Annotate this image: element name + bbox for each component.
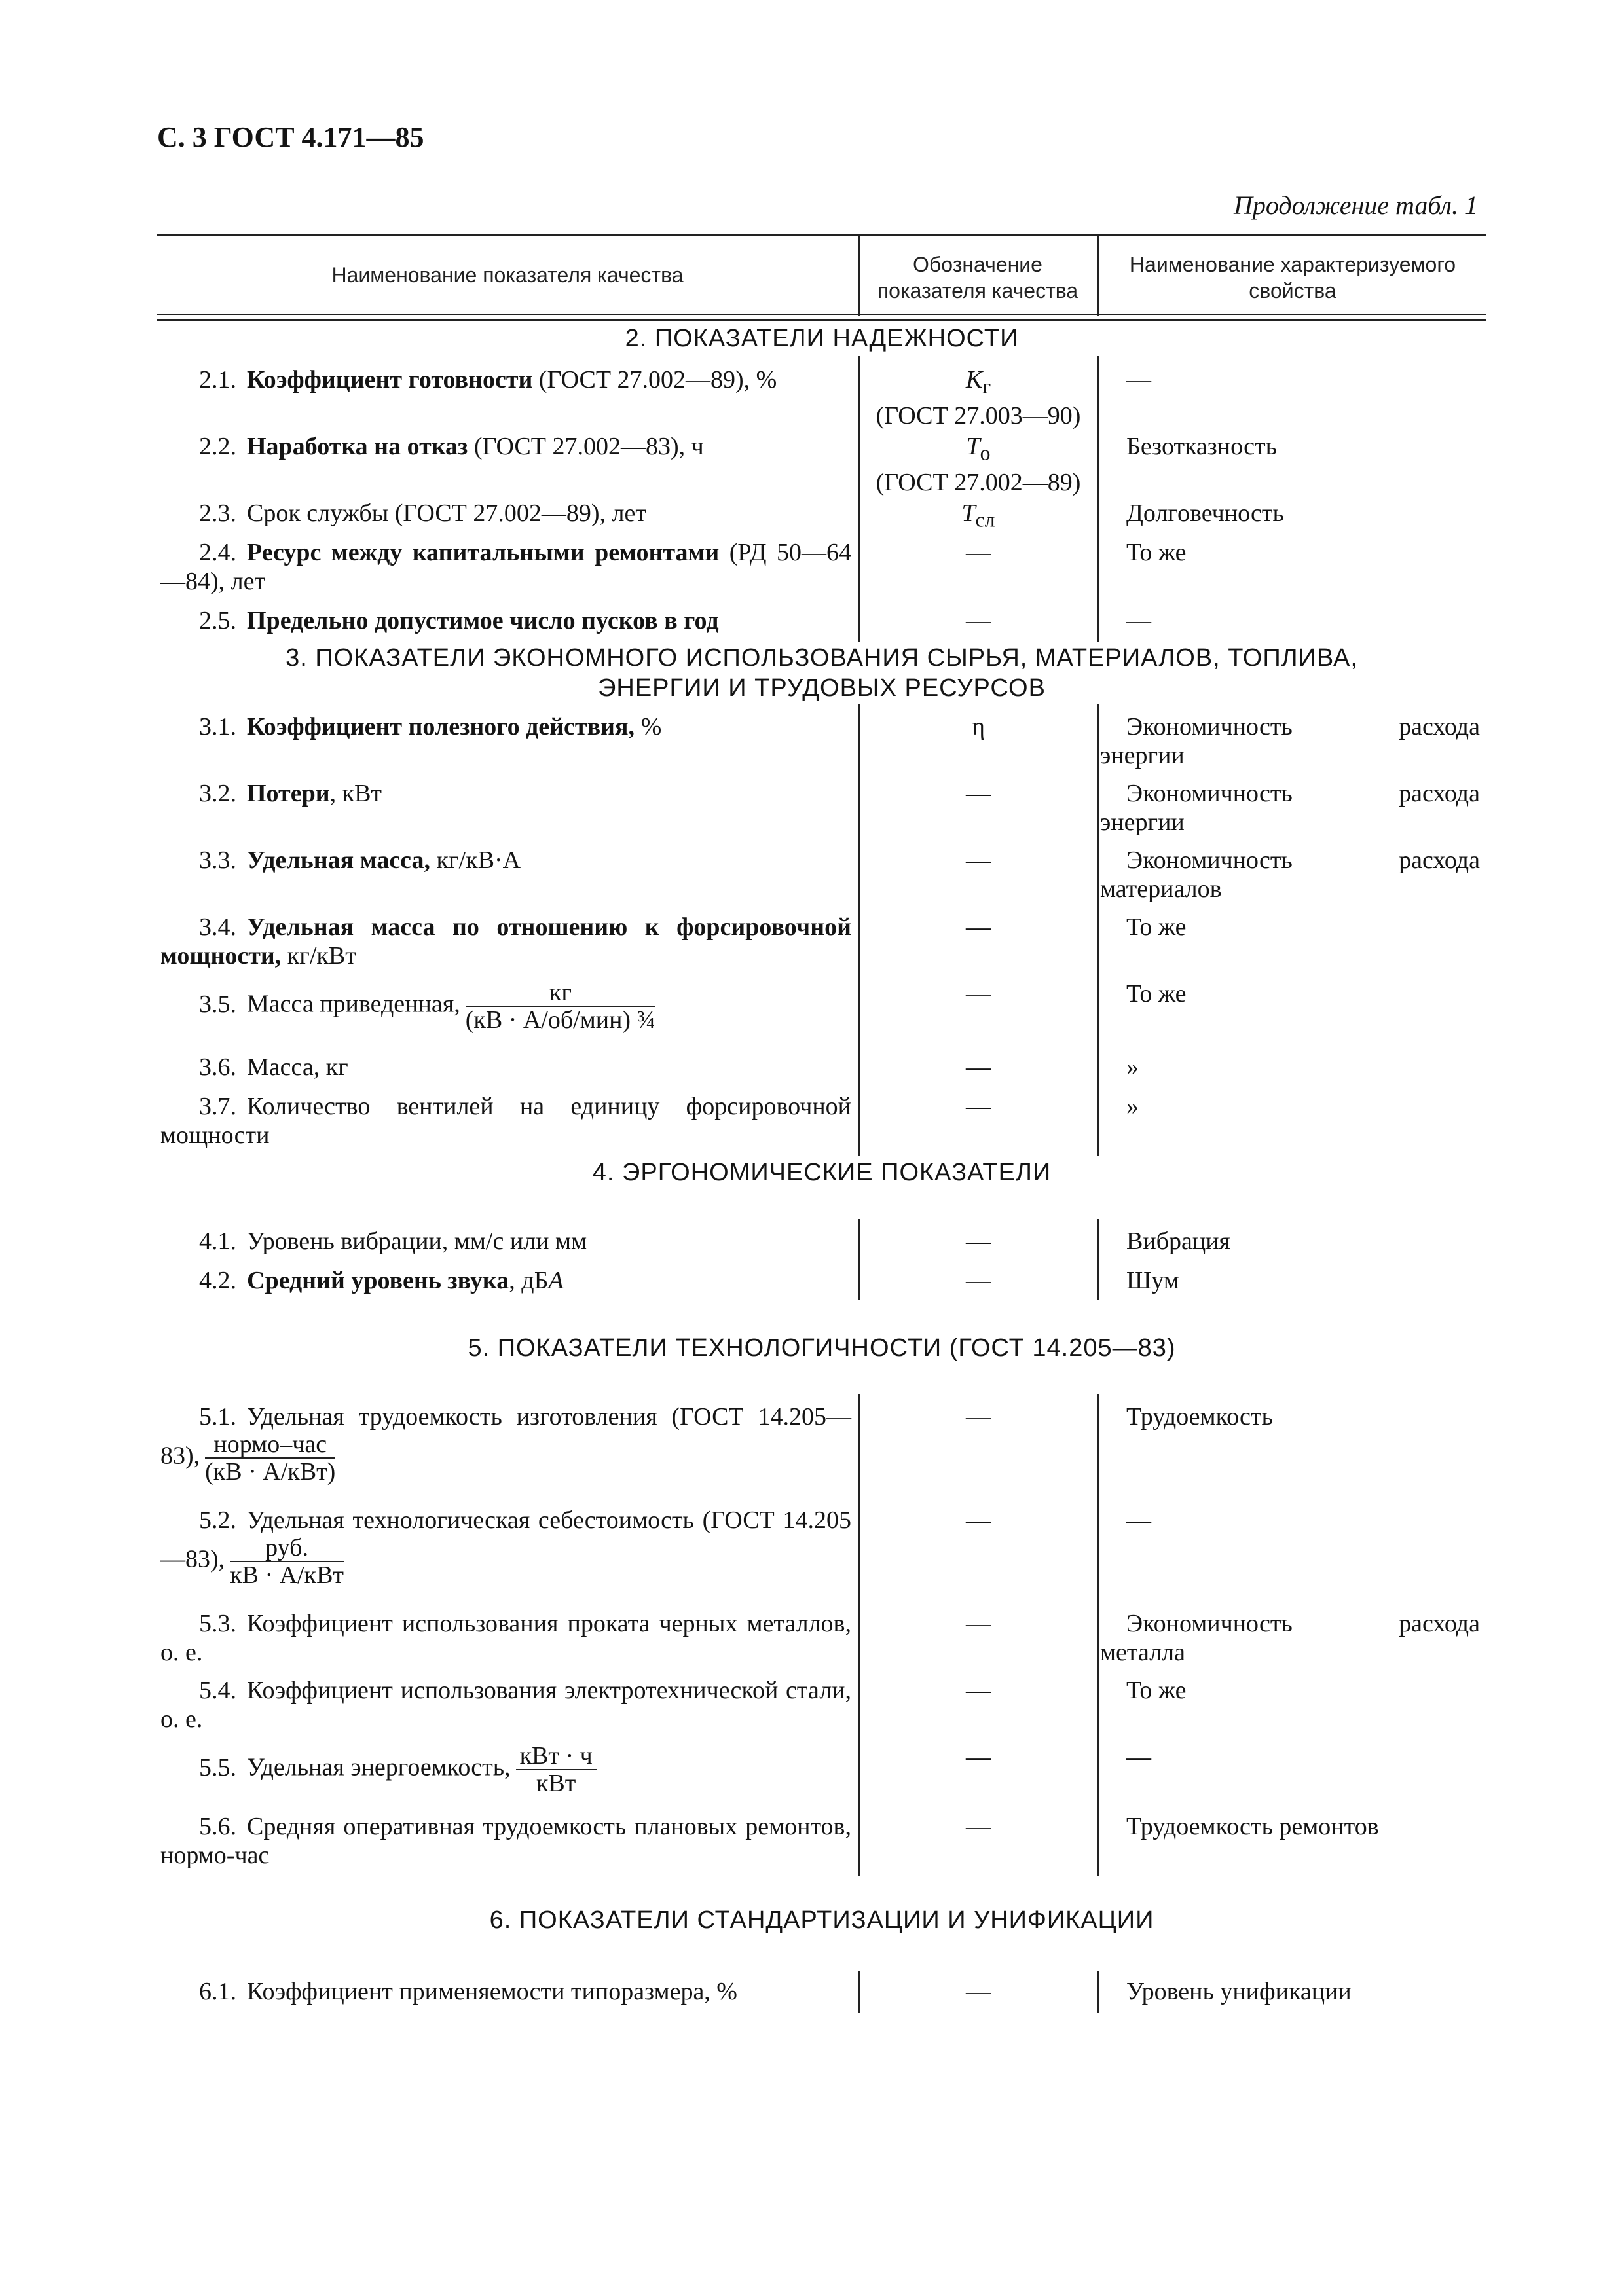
column-divider-1 (858, 1219, 860, 1300)
property-text-a: Экономичность (1126, 713, 1293, 740)
table-continuation-label: Продолжение табл. 1 (1233, 191, 1478, 220)
indicator-name-rest: (ГОСТ 27.002—89), % (532, 366, 777, 393)
symbol-2-2 (863, 432, 1094, 497)
symbol-reference: (ГОСТ 27.003—90) (876, 401, 1081, 429)
indicator-name-bold: Средний уровень звука (247, 1267, 509, 1294)
indicator-3-1 (160, 712, 851, 741)
indicator-5-3 (160, 1609, 851, 1667)
fraction-numerator: кВт · ч (516, 1743, 597, 1770)
indicator-name-bold: Коэффициент готовности (247, 366, 533, 393)
column-header-symbol-line-1: Обозначение (913, 253, 1042, 276)
indicator-name: Удельная технологическая себестоимость (ГОСТ 14.205—83), (160, 1506, 851, 1573)
symbol-4-2: — (966, 1267, 991, 1294)
property-2-5 (1100, 606, 1480, 635)
property-3-1 (1100, 712, 1480, 770)
property-5-6 (1100, 1812, 1480, 1841)
indicator-2-3 (160, 499, 851, 528)
property-text: Трудоемкость (1126, 1403, 1273, 1430)
property-text: То же (1126, 539, 1187, 566)
indicator-5-4 (160, 1676, 851, 1734)
indicator-name: Средняя оперативная трудоемкость плановых ремонтов, нормо-час (160, 1813, 851, 1869)
indicator-number: 2.2. (199, 433, 236, 460)
symbol-3-3: — (966, 847, 991, 874)
indicator-name: Коэффициент использования электротехнической стали, о. е. (160, 1677, 851, 1733)
header-divider-1 (858, 236, 860, 316)
indicator-name: Масса, кг (247, 1053, 348, 1081)
section-title-ergonomics: 4. ЭРГОНОМИЧЕСКИЕ ПОКАЗАТЕЛИ (592, 1159, 1052, 1186)
property-text: Шум (1126, 1267, 1179, 1294)
indicator-name-bold: Предельно допустимое число пусков в год (247, 607, 719, 634)
indicator-number: 3.2. (199, 780, 236, 807)
symbol-2-3 (863, 499, 1094, 535)
symbol-5-5: — (966, 1743, 991, 1771)
property-4-2 (1100, 1266, 1480, 1295)
indicator-3-7 (160, 1092, 851, 1150)
indicator-5-6 (160, 1812, 851, 1870)
symbol-5-2: — (966, 1506, 991, 1534)
symbol-3-5: — (966, 980, 991, 1008)
property-4-1 (1100, 1227, 1480, 1256)
property-3-7 (1100, 1092, 1480, 1121)
indicator-4-1 (160, 1227, 851, 1256)
symbol-subscript: г (982, 374, 991, 398)
indicator-name: Коэффициент применяемости типоразмера, % (247, 1978, 737, 2005)
indicator-3-2 (160, 779, 851, 808)
column-divider-1 (858, 1971, 860, 2013)
property-5-1 (1100, 1402, 1480, 1431)
property-text-b: расхода (1399, 713, 1480, 740)
property-text-c: энергии (1100, 809, 1185, 836)
column-header-property-line-2: свойства (1249, 279, 1336, 302)
indicator-name-rest: (ГОСТ 27.002—83), ч (468, 433, 704, 460)
property-text-a: Экономичность (1126, 847, 1293, 874)
property-2-2 (1100, 432, 1480, 461)
section-title-technology: 5. ПОКАЗАТЕЛИ ТЕХНОЛОГИЧНОСТИ (ГОСТ 14.205—83) (468, 1334, 1176, 1362)
property-3-4 (1100, 913, 1480, 941)
property-text: — (1126, 1506, 1151, 1534)
property-5-3 (1100, 1609, 1480, 1667)
indicator-name-rest: кг/кВ·А (430, 847, 521, 874)
property-5-4 (1100, 1676, 1480, 1705)
property-text: То же (1126, 1677, 1187, 1704)
property-text: — (1126, 366, 1151, 393)
section-title-economy (157, 643, 1486, 703)
indicator-name-bold: Потери (247, 780, 330, 807)
indicator-name-bold: Ресурс между капитальными ремонтами (247, 539, 720, 566)
indicator-2-1 (160, 365, 851, 394)
indicator-name-rest: % (635, 713, 662, 740)
symbol-5-1: — (966, 1403, 991, 1430)
fraction-denominator: кВ · А/кВт (230, 1561, 344, 1589)
property-text: » (1126, 1053, 1139, 1081)
fraction-denominator: (кВ · А/об/мин) ¾ (465, 1006, 656, 1034)
property-3-6 (1100, 1053, 1480, 1082)
column-divider-1 (858, 704, 860, 1156)
indicator-number: 3.1. (199, 713, 236, 740)
symbol-5-4: — (966, 1677, 991, 1704)
symbol-3-7: — (966, 1093, 991, 1120)
indicator-name-bold: Удельная масса по отношению к форсировочной мощности, (160, 913, 851, 970)
indicator-5-5 (160, 1743, 851, 1796)
symbol-2-4: — (966, 539, 991, 566)
column-header-symbol-line-2: показателя качества (877, 279, 1078, 302)
property-text: То же (1126, 913, 1187, 941)
symbol-subscript: о (980, 441, 991, 465)
property-text: Долговечность (1126, 500, 1284, 527)
indicator-name: Удельная энергоемкость, (247, 1753, 511, 1781)
indicator-number: 5.1. (199, 1403, 236, 1430)
property-2-1 (1100, 365, 1480, 394)
property-text-b: расхода (1399, 780, 1480, 807)
indicator-number: 5.6. (199, 1813, 236, 1840)
property-text: » (1126, 1093, 1139, 1120)
fraction-numerator: руб. (230, 1535, 344, 1562)
column-divider-2 (1097, 704, 1099, 1156)
symbol-3-6: — (966, 1053, 991, 1081)
symbol-3-2: — (966, 780, 991, 807)
property-text-c: материалов (1100, 875, 1222, 903)
column-header-symbol (859, 251, 1096, 304)
indicator-number: 2.4. (199, 539, 236, 566)
indicator-number: 4.1. (199, 1228, 236, 1255)
indicator-name: Удельная трудоемкость изготовления (ГОСТ 14.205—83), (160, 1403, 851, 1470)
indicator-number: 2.1. (199, 366, 236, 393)
indicator-2-4 (160, 538, 851, 596)
column-header-name: Наименование показателя качества (331, 263, 684, 287)
indicator-number: 2.5. (199, 607, 236, 634)
indicator-3-6 (160, 1053, 851, 1082)
indicator-number: 3.4. (199, 913, 236, 941)
property-text-b: расхода (1399, 1610, 1480, 1637)
column-divider-2 (1097, 1394, 1099, 1876)
column-header-property-line-1: Наименование характеризуемого (1129, 253, 1456, 276)
indicator-name-rest: , дБ (509, 1267, 549, 1294)
fraction-numerator: кг (466, 979, 655, 1007)
symbol-letter: T (966, 433, 980, 460)
column-divider-2 (1097, 356, 1099, 642)
property-text-c: энергии (1100, 742, 1185, 769)
indicator-5-1 (160, 1402, 851, 1485)
property-text: — (1126, 1743, 1151, 1771)
section-title-economy-line-2: ЭНЕРГИИ И ТРУДОВЫХ РЕСУРСОВ (598, 674, 1046, 702)
table-header-rule (157, 314, 1486, 321)
symbol-3-4: — (966, 913, 991, 941)
column-header-property (1099, 251, 1486, 304)
symbol-reference: (ГОСТ 27.002—89) (876, 468, 1081, 496)
property-text: — (1126, 607, 1151, 634)
indicator-3-3 (160, 846, 851, 875)
indicator-number: 5.4. (199, 1677, 236, 1704)
indicator-4-2 (160, 1266, 851, 1295)
indicator-name-rest: , кВт (329, 780, 382, 807)
indicator-number: 2.3. (199, 500, 236, 527)
indicator-name-bold: Коэффициент полезного действия, (247, 713, 635, 740)
column-divider-2 (1097, 1971, 1099, 2013)
property-3-3 (1100, 846, 1480, 903)
property-2-3 (1100, 499, 1480, 528)
symbol-5-6: — (966, 1813, 991, 1840)
indicator-number: 3.6. (199, 1053, 236, 1081)
indicator-name-italic: A (548, 1267, 564, 1294)
property-5-2 (1100, 1506, 1480, 1535)
indicator-number: 4.2. (199, 1267, 236, 1294)
symbol-subscript: сл (975, 508, 995, 532)
table-top-rule (157, 234, 1486, 236)
indicator-number: 5.3. (199, 1610, 236, 1637)
indicator-number: 5.5. (199, 1753, 236, 1781)
symbol-5-3: — (966, 1610, 991, 1637)
property-5-5 (1100, 1743, 1480, 1772)
indicator-2-2 (160, 432, 851, 461)
property-text: Трудоемкость ремонтов (1126, 1813, 1379, 1840)
property-3-5 (1100, 979, 1480, 1008)
fraction-denominator: кВт (536, 1770, 576, 1797)
indicator-name-rest: кг/кВт (281, 942, 356, 970)
property-2-4 (1100, 538, 1480, 567)
header-divider-2 (1097, 236, 1099, 316)
indicator-name: Коэффициент использования проката черных металлов, о. е. (160, 1610, 851, 1666)
indicator-name-bold: Наработка на отказ (247, 433, 468, 460)
property-text: То же (1126, 980, 1187, 1008)
symbol-2-1 (863, 365, 1094, 430)
symbol-2-5: — (966, 607, 991, 634)
page-header: С. 3 ГОСТ 4.171—85 (157, 121, 424, 153)
symbol-6-1: — (966, 1978, 991, 2005)
symbol-3-1: η (972, 713, 985, 740)
indicator-number: 3.7. (199, 1093, 236, 1120)
indicator-2-5 (160, 606, 851, 635)
column-divider-2 (1097, 1219, 1099, 1300)
property-3-2 (1100, 779, 1480, 837)
property-6-1 (1100, 1977, 1480, 2006)
property-text-c: металла (1100, 1639, 1185, 1666)
indicator-number: 3.5. (199, 990, 236, 1018)
symbol-4-1: — (966, 1228, 991, 1255)
symbol-letter: K (965, 366, 983, 393)
indicator-number: 6.1. (199, 1978, 236, 2005)
property-text-a: Экономичность (1126, 780, 1293, 807)
indicator-number: 3.3. (199, 847, 236, 874)
section-title-reliability: 2. ПОКАЗАТЕЛИ НАДЕЖНОСТИ (625, 325, 1019, 352)
indicator-3-4 (160, 913, 851, 970)
indicator-number: 5.2. (199, 1506, 236, 1534)
indicator-name-rest: (РД 50—64—84), лет (160, 539, 851, 595)
property-text: Уровень унификации (1126, 1978, 1352, 2005)
indicator-name: Уровень вибрации, мм/с или мм (247, 1228, 587, 1255)
unit-fraction (466, 979, 655, 1033)
section-title-economy-line-1: 3. ПОКАЗАТЕЛИ ЭКОНОМНОГО ИСПОЛЬЗОВАНИЯ СЫРЬЯ, МАТЕРИАЛОВ, ТОПЛИВА, (286, 644, 1358, 672)
property-text-a: Экономичность (1126, 1610, 1293, 1637)
unit-fraction (516, 1743, 597, 1796)
symbol-letter: T (961, 500, 976, 527)
indicator-6-1 (160, 1977, 851, 2006)
indicator-name: Масса приведенная, (247, 990, 460, 1018)
indicator-3-5 (160, 979, 851, 1033)
column-divider-1 (858, 1394, 860, 1876)
unit-fraction (205, 1431, 335, 1485)
indicator-name: Срок службы (ГОСТ 27.002—89), лет (247, 500, 646, 527)
column-divider-1 (858, 356, 860, 642)
property-text-b: расхода (1399, 847, 1480, 874)
indicator-5-2 (160, 1506, 851, 1588)
fraction-numerator: нормо–час (205, 1431, 335, 1459)
fraction-denominator: (кВ · А/кВт) (205, 1458, 336, 1485)
unit-fraction (230, 1535, 344, 1588)
indicator-name-bold: Удельная масса, (247, 847, 431, 874)
property-text: Вибрация (1126, 1228, 1231, 1255)
property-text: Безотказность (1126, 433, 1277, 460)
section-title-standardization: 6. ПОКАЗАТЕЛИ СТАНДАРТИЗАЦИИ И УНИФИКАЦИИ (489, 1906, 1154, 1934)
indicator-name: Количество вентилей на единицу форсировочной мощности (160, 1093, 851, 1149)
